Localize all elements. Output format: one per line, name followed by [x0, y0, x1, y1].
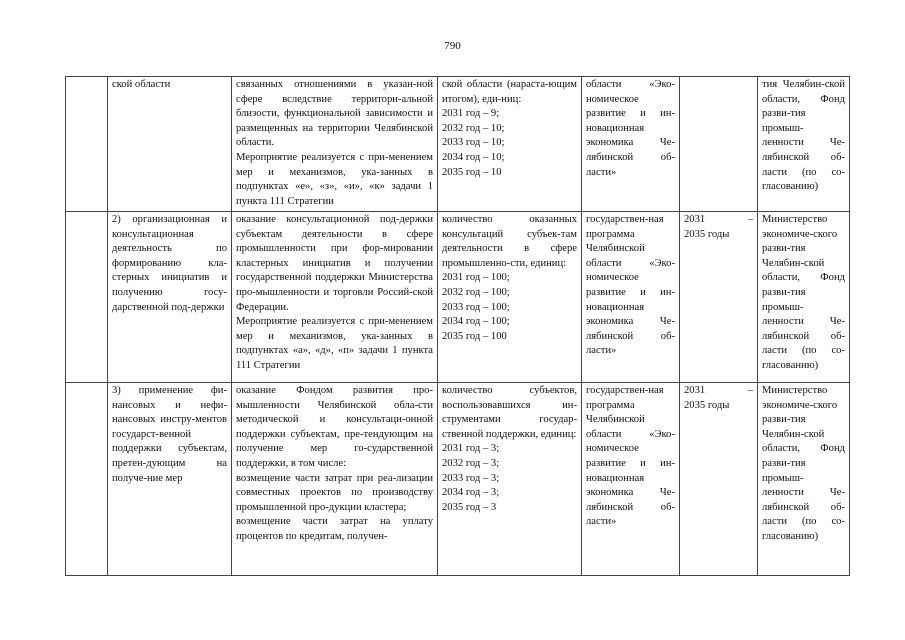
executor-cell-line: Министерство экономиче-ского разви-тия Челябин-ской области, Фонд разви-тия промыш-ленности Че-лябинской об-ласти (по со-гласованию): [762, 214, 845, 371]
description-cell: [232, 77, 438, 212]
period-cell: [680, 77, 758, 212]
page-number: 790: [444, 40, 461, 52]
period-dash: –: [747, 385, 753, 396]
indicator-cell: [438, 212, 582, 383]
table-row: [66, 77, 850, 212]
period-start: 2031: [684, 385, 706, 396]
description-cell: [232, 212, 438, 383]
indicator-cell-line: 2033 год – 10;: [442, 137, 505, 149]
row-number-cell: [66, 212, 108, 383]
task-cell-line: 2) организационная и консультационная деятельность по формированию кла-стерных инициатив и получению госу-дарственной под-держки: [112, 214, 227, 313]
indicator-cell-line: ской области (нараста-ющим итогом), еди-ниц:: [442, 79, 577, 105]
executor-cell: [758, 383, 850, 576]
indicator-cell-line: 2032 год – 3;: [442, 457, 500, 469]
indicator-cell-line: 2034 год – 10;: [442, 151, 505, 163]
indicator-cell-line: количество оказанных консультаций субъек-там деятельности в сфере промышленно-сти, единиц:: [442, 214, 577, 269]
description-cell-line: оказание Фондом развития про-мышленности Челябинской обла-сти методической и консультаци-онной поддержки субъектам, пре-тендующим на получение мер го-сударственной поддержки, в том числе:: [236, 385, 433, 469]
description-cell-line: Мероприятие реализуется с при-менением мер и механизмов, ука-занных в подпунктах «е», «з», «и», «к» задачи 1 пункта 111 Стратегии: [236, 151, 433, 207]
indicator-cell-line: 2034 год – 3;: [442, 487, 500, 499]
executor-cell-line: Министерство экономиче-ского разви-тия Челябин-ской области, Фонд разви-тия промыш-ленности Че-лябинской об-ласти (по со-гласованию): [762, 385, 845, 542]
indicator-cell-line: количество субъектов, воспользовавшихся ин-струментами государ-ственной поддержки, единиц:: [442, 385, 577, 440]
description-cell: [232, 383, 438, 576]
indicator-cell: [438, 77, 582, 212]
indicator-cell-line: 2031 год – 9;: [442, 108, 500, 120]
description-cell-line: связанных отношениями в указан-ной сфере вследствие территори-альной близости, функциональной зависимости и размещенных на территории Челябинской области.: [236, 79, 433, 149]
period-cell: [680, 383, 758, 576]
description-cell-line: возмещение части затрат на уплату процентов по кредитам, получен-: [236, 516, 433, 542]
task-cell-line: 3) применение фи-нансовых и нефи-нансовых инстру-ментов государст-венной поддержки субъектам, претен-дующим на получе-ние мер: [112, 385, 227, 484]
program-cell-line: государствен-ная программа Челябинской области «Эко-номическое развитие и ин-новационная экономика Че-лябинской об-ласти»: [586, 385, 675, 528]
period-end: 2035 годы: [684, 228, 730, 240]
period-start-line: [684, 384, 753, 399]
program-cell-line: области «Эко-номическое развитие и ин-новационная экономика Че-лябинской об-ласти»: [586, 79, 675, 178]
indicator-cell: [438, 383, 582, 576]
description-cell-line: Мероприятие реализуется с при-менением мер и механизмов, ука-занных в подпунктах «а», «д», «п» задачи 1 пункта 111 Стратегии: [236, 316, 433, 371]
task-cell: [108, 77, 232, 212]
program-cell: [582, 383, 680, 576]
program-cell: [582, 77, 680, 212]
row-number-cell: [66, 77, 108, 212]
period-dash: –: [747, 214, 753, 225]
executor-cell-line: тия Челябин-ской области, Фонд разви-тия промыш-ленности Че-лябинской об-ласти (по со-гласованию): [762, 79, 845, 193]
table-row: [66, 383, 850, 576]
executor-cell: [758, 212, 850, 383]
measures-table: [65, 76, 850, 576]
table-row: [66, 212, 850, 383]
indicator-cell-line: 2035 год – 100: [442, 330, 507, 342]
period-start-line: [684, 213, 753, 228]
description-cell-line: возмещение части затрат при реа-лизации совместных проектов по производству промышленной про-дукции кластера;: [236, 472, 433, 513]
task-cell: [108, 212, 232, 383]
indicator-cell-line: 2035 год – 3: [442, 501, 497, 513]
executor-cell: [758, 77, 850, 212]
period-cell: [680, 212, 758, 383]
indicator-cell-line: 2031 год – 3;: [442, 443, 500, 455]
indicator-cell-line: 2035 год – 10: [442, 166, 502, 178]
program-cell-line: государствен-ная программа Челябинской области «Эко-номическое развитие и ин-новационная экономика Че-лябинской об-ласти»: [586, 214, 675, 357]
indicator-cell-line: 2033 год – 100;: [442, 301, 510, 313]
description-cell-line: оказание консультационной под-держки субъектам деятельности в сфере промышленности при фор-мировании кластерных инициатив и получении государственной поддержки Министерства про-мышленности и торговли Россий-ской Федерации.: [236, 214, 433, 313]
indicator-cell-line: 2033 год – 3;: [442, 472, 500, 484]
indicator-cell-line: 2032 год – 10;: [442, 122, 505, 134]
period-end: 2035 годы: [684, 399, 730, 411]
indicator-cell-line: 2031 год – 100;: [442, 272, 510, 284]
period-start: 2031: [684, 214, 706, 225]
row-number-cell: [66, 383, 108, 576]
indicator-cell-line: 2034 год – 100;: [442, 316, 510, 328]
task-cell-line: ской области: [112, 79, 171, 90]
task-cell: [108, 383, 232, 576]
program-cell: [582, 212, 680, 383]
table-body: [66, 77, 850, 576]
indicator-cell-line: 2032 год – 100;: [442, 286, 510, 298]
